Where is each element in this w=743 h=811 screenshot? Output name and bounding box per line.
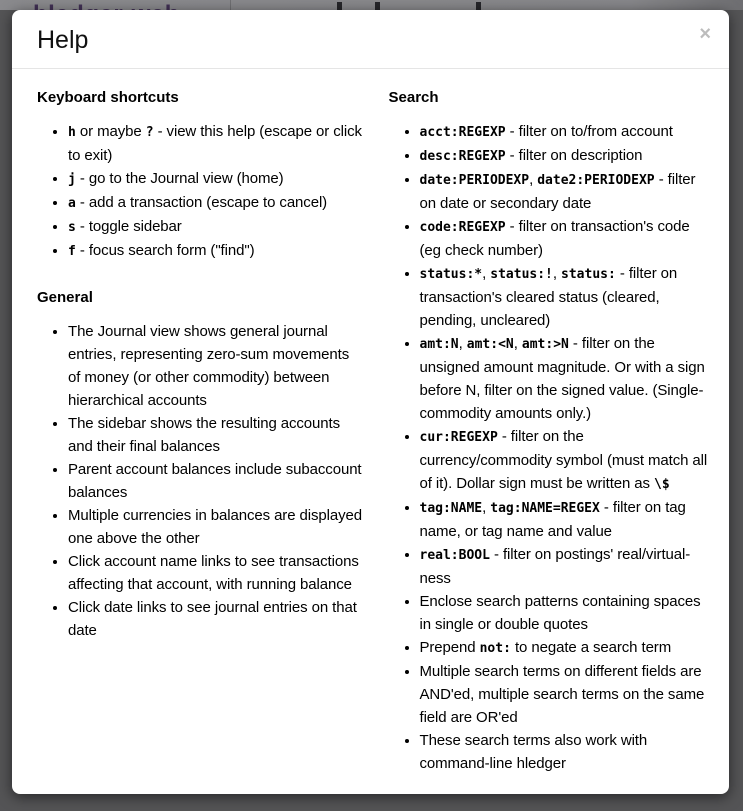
list-item: • s - toggle sidebar [68, 215, 363, 239]
right-column [389, 83, 715, 801]
page-heading-fragment [476, 2, 481, 10]
code-term: ? [145, 125, 154, 140]
section-heading: Keyboard shortcuts [37, 89, 179, 106]
list-item: • These search terms also work with command-line hledger [420, 729, 715, 775]
list-item: • Click date links to see journal entries on that date [68, 596, 363, 642]
list-item: • date:PERIODEXP, date2:PERIODEXP - filter on date or secondary date [420, 168, 715, 215]
list-item: • Multiple currencies in balances are displayed one above the other [68, 504, 363, 550]
help-modal [12, 10, 729, 794]
list-item: • a - add a transaction (escape to cancel) [68, 191, 363, 215]
help-list [37, 320, 363, 642]
list-item: • Multiple search terms on different fields are AND'ed, multiple search terms on the same field are OR'ed [420, 660, 715, 729]
help-list [389, 120, 715, 775]
help-list [37, 120, 363, 263]
close-icon[interactable]: × [699, 23, 711, 45]
list-item: • Prepend not: to negate a search term [420, 636, 715, 660]
code-term: not: [479, 641, 511, 656]
code-term: desc:REGEXP [419, 149, 506, 164]
code-term: f [68, 244, 76, 259]
section-heading: Search [388, 89, 439, 106]
code-term: a [68, 196, 76, 211]
list-item: • The Journal view shows general journal entries, representing zero-sum movements of money (or other commodity) between hierarchical accounts [68, 320, 363, 412]
list-item: • cur:REGEXP - filter on the currency/commodity symbol (must match all of it). Dollar sign must be written as \$ [420, 425, 715, 496]
code-term: amt:>N [521, 337, 569, 352]
list-item: • desc:REGEXP - filter on description [420, 144, 715, 168]
modal-title: Help [37, 26, 89, 54]
code-term: s [68, 220, 76, 235]
list-item: • h or maybe ? - view this help (escape or click to exit) [68, 120, 363, 167]
list-item: • The sidebar shows the resulting accounts and their final balances [68, 412, 363, 458]
code-term: status: [561, 267, 616, 282]
code-term: j [68, 172, 76, 187]
list-item: • real:BOOL - filter on postings' real/virtual-ness [420, 543, 715, 590]
page-heading-fragment [375, 2, 380, 10]
code-term: h [68, 125, 76, 140]
modal-header [12, 10, 729, 69]
modal-body [12, 69, 729, 801]
code-term: cur:REGEXP [419, 430, 498, 445]
left-column [37, 83, 363, 801]
code-term: tag:NAME [419, 501, 483, 516]
list-item: • status:*, status:!, status: - filter on transaction's cleared status (cleared, pending, uncleared) [420, 262, 715, 332]
code-term: date:PERIODEXP [419, 173, 530, 188]
code-term: date2:PERIODEXP [537, 173, 655, 188]
code-term: tag:NAME=REGEX [490, 501, 600, 516]
code-term: real:BOOL [419, 548, 490, 563]
section-heading: General [37, 289, 93, 306]
code-term: \$ [654, 477, 670, 492]
list-item: • tag:NAME, tag:NAME=REGEX - filter on tag name, or tag name and value [420, 496, 715, 543]
list-item: • code:REGEXP - filter on transaction's code (eg check number) [420, 215, 715, 262]
list-item: • acct:REGEXP - filter on to/from account [420, 120, 715, 144]
code-term: status:* [419, 267, 483, 282]
dimmed-page-background [0, 0, 743, 10]
code-term: amt:<N [466, 337, 514, 352]
list-item: • j - go to the Journal view (home) [68, 167, 363, 191]
code-term: status:! [490, 267, 553, 282]
page-heading-fragment [337, 2, 342, 10]
list-item: • Parent account balances include subaccount balances [68, 458, 363, 504]
page-sidebar-divider [230, 0, 231, 10]
list-item: • f - focus search form ("find") [68, 239, 363, 263]
code-term: amt:N [419, 337, 459, 352]
code-term: code:REGEXP [419, 220, 506, 235]
list-item: • Click account name links to see transactions affecting that account, with running balance [68, 550, 363, 596]
list-item: • Enclose search patterns containing spaces in single or double quotes [420, 590, 715, 636]
code-term: acct:REGEXP [419, 125, 506, 140]
list-item: • amt:N, amt:<N, amt:>N - filter on the unsigned amount magnitude. Or with a sign before N, filter on the signed value. (Single-commodity amounts only.) [420, 332, 715, 425]
